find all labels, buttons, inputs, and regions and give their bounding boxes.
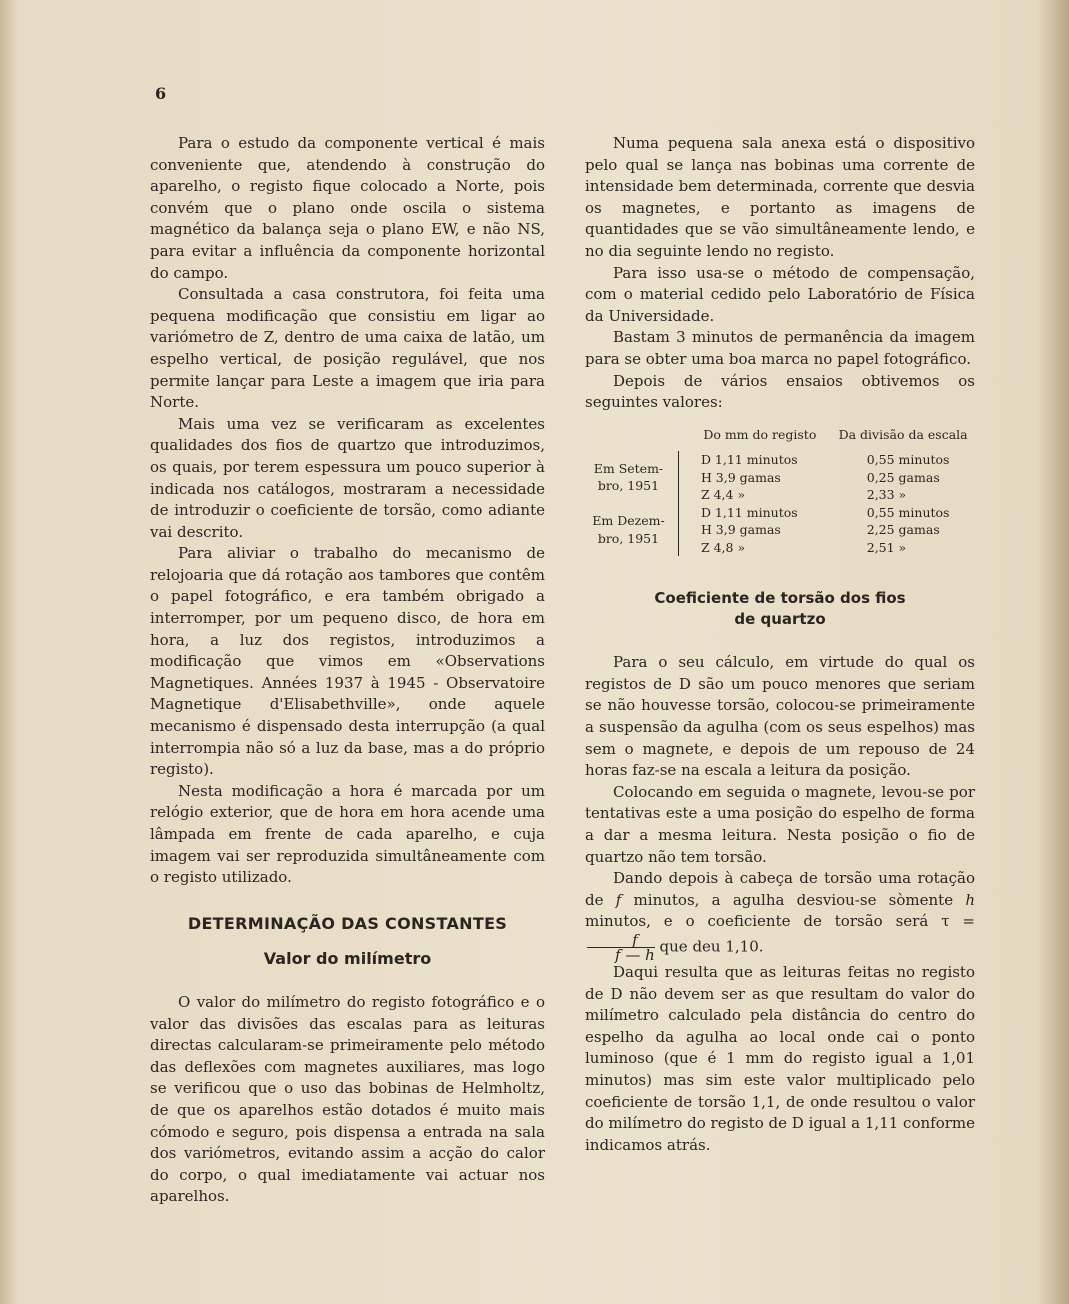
paragraph: O valor do milímetro do registo fotográfico e o valor das divisões das escalas para as leituras directas calcularam-se primeiramente pelo método das deflexões com magnetes auxiliares, mas logo se verificou que o uso das bobinas de Helmholtz, de que os aparelhos estão dotados é muito mais cómodo e seguro, pois dispensa a entrada na sala dos variómetros, evitando assim a acção do calor do corpo, o qual imediatamente vai actuar nos aparelhos. (150, 992, 545, 1206)
paragraph-formula: Dando depois à cabeça de torsão uma rotação de f minutos, a agulha desviou-se sòmente h minutos, e o coeficiente de torsão será τ = $\frac{f}{f — h}$ que deu 1,10. (585, 869, 976, 964)
table-cell: D 1,11 minutos (700, 504, 798, 520)
table-header-col1: Do mm do registo (703, 426, 817, 442)
table-cell: Z 4,8 » (700, 539, 746, 555)
paragraph: Para o seu cálculo, em virtude do qual os registos de D são um pouco menores que seriam se não houvesse torsão, colocou-se primeiramente a suspensão da agulha (com os seus espelhos) mas sem o magnete, e depois de um repouso de 24 horas faz-se na escala a leitura da posição. (585, 653, 975, 780)
measurement-table (585, 426, 980, 557)
paragraph: Bastam 3 minutos de permanência da imagem para se obter uma boa marca no papel fotográfico. (585, 328, 975, 368)
table-cell: 2,51 » (866, 539, 907, 555)
section-heading: DETERMINAÇÃO DAS CONSTANTES (187, 913, 508, 933)
paragraph: Consultada a casa construtora, foi feita uma pequena modificação que consistiu em ligar ao variómetro de Z, dentro de uma caixa de latão, um espelho vertical, de posição regulável, que nos permite lançar para Leste a imagem que iria para Norte. (150, 285, 545, 412)
table-cell: H 3,9 gamas (700, 469, 781, 485)
brace (678, 504, 693, 557)
table-cell: H 3,9 gamas (700, 522, 781, 538)
paragraph: Depois de vários ensaios obtivemos os seguintes valores: (585, 371, 975, 412)
table-row (585, 451, 980, 469)
table-cell: 0,55 minutos (866, 504, 950, 520)
subsection-heading: Valor do milímetro (263, 949, 432, 969)
formula: τ = $\frac{f}{f — h}$ (585, 912, 975, 955)
left-column (150, 133, 545, 1208)
right-column (585, 133, 975, 1156)
table-cell: Z 4,4 » (700, 487, 746, 503)
paragraph: Colocando em seguida o magnete, levou-se por tentativas este a uma posição do espelho de forma a dar a mesma leitura. Nesta posição o fio de quartzo não tem torsão. (585, 782, 975, 866)
paragraph: Para aliviar o trabalho do mecanismo de relojoaria que dá rotação aos tambores que contêm o papel fotográfico, e era também obrigado a interromper, por um pequeno disco, de hora em hora, a luz dos registos, introduzimos a modificação que vimos em «Observations Magnetiques. Années 1937 à 1945 - Observatoire Magnetique d'Elisabethville», onde aquele mecanismo é dispensado desta interrupção (a qual interrompia não só a luz da base, mas a do próprio registo). (150, 544, 545, 779)
table-cell: 2,25 gamas (866, 522, 940, 538)
group-label: Em Setem- bro, 1951 (593, 460, 664, 494)
section-heading: Coeficiente de torsão dos fios de quartzo (654, 589, 906, 629)
group-label: Em Dezem- bro, 1951 (592, 513, 665, 546)
paragraph: Nesta modificação a hora é marcada por um relógio exterior, que de hora em hora acende uma lâmpada em frente de cada aparelho, e cuja imagem vai ser reproduzida simultâneamente com o registo utilizado. (150, 781, 545, 887)
paragraph: Mais uma vez se verificaram as excelentes qualidades dos fios de quartzo que introduzimos, os quais, por terem espessura um pouco superior à indicada nos catálogos, mostraram a necessidade de introduzir o coeficiente de torsão, como adiante vai descrito. (150, 414, 545, 541)
paragraph: Daqui resulta que as leituras feitas no registo de D não devem ser as que resultam do valor do milímetro calculado pela distância do centro do espelho da agulha ao local onde cai o ponto luminoso (que é 1 mm do registo igual a 1,01 minutos) mas sim este valor multiplicado pelo coeficiente de torsão 1,1, de onde resultou o valor do milímetro do registo de D igual a 1,11 conforme indicamos atrás. (585, 962, 975, 1154)
table-cell: 0,55 minutos (866, 452, 950, 468)
table-row (585, 504, 980, 522)
paragraph: Para isso usa-se o método de compensação, com o material cedido pelo Laboratório de Física da Universidade. (585, 263, 975, 325)
table-cell: D 1,11 minutos (700, 452, 798, 468)
table-cell: 2,33 » (866, 487, 907, 503)
page-number: 6 (155, 84, 167, 103)
paragraph: Para o estudo da componente vertical é mais conveniente que, atendendo à construção do aparelho, o registo fique colocado a Norte, pois convém que o plano onde oscila o sistema magnético da balança seja o plano EW, e não NS, para evitar a influência da componente horizontal do campo. (150, 134, 545, 282)
brace (678, 451, 693, 504)
paragraph: Numa pequena sala anexa está o dispositivo pelo qual se lança nas bobinas uma corrente de intensidade bem determinada, corrente que desvia os magnetes, e portanto as imagens de quantidades que se vão simultâneamente lendo, e no dia seguinte lendo no registo. (585, 134, 975, 260)
table-cell: 0,25 gamas (866, 469, 940, 485)
table-header-col2: Da divisão da escala (838, 426, 968, 442)
